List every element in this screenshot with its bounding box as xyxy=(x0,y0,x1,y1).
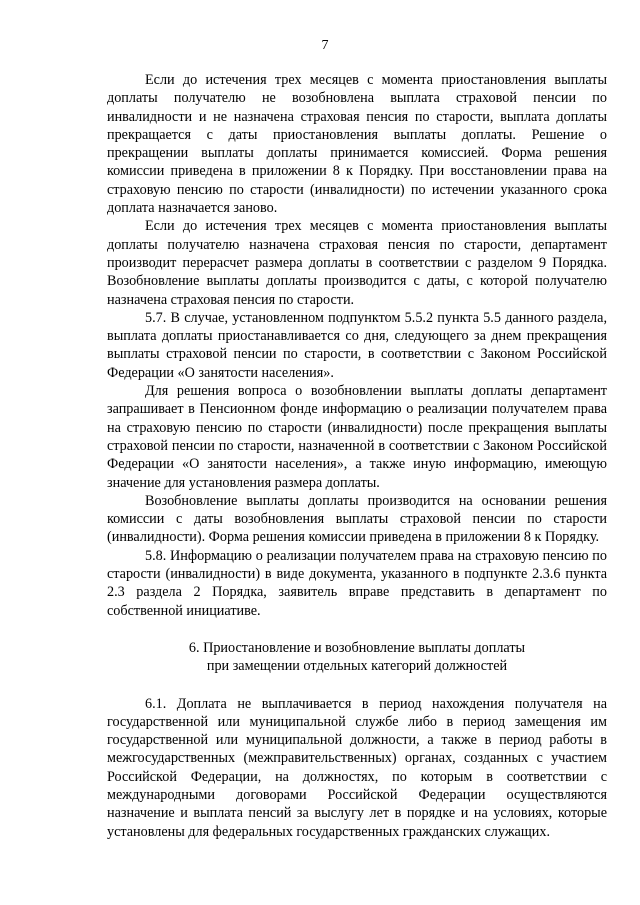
paragraph: Если до истечения трех месяцев с момента приостановления выплаты доплаты получателю не возобновлена выплата страховой пенсии по инвалидности и не назначена страховая пенсия по старости, выплата доплаты прекращается с даты приостановления выплаты доплаты. Решение о прекращении выплаты доплаты принимается комиссией. Форма решения комиссии приведена в приложении 8 к Порядку. При восстановлении права на страховую пенсию по старости (инвалидности) по истечении указанного срока доплата назначается заново. xyxy=(107,72,607,217)
section-heading xyxy=(107,639,607,676)
paragraph: Если до истечения трех месяцев с момента приостановления выплаты доплаты получателю назначена страховая пенсия по старости, департамент производит перерасчет размера доплаты в соответствии с разделом 9 Порядка. Возобновление выплаты доплаты производится с даты, с которой получателю назначена страховая пенсия по старости. xyxy=(107,218,607,308)
section-heading-line: 6. Приостановление и возобновление выплаты доплаты xyxy=(188,639,526,656)
page-number: 7 xyxy=(321,38,329,53)
document-body xyxy=(107,71,607,841)
section-heading-line: при замещении отдельных категорий должностей xyxy=(206,658,508,675)
paragraph: Возобновление выплаты доплаты производится на основании решения комиссии с даты возобновления выплаты страховой пенсии по старости (инвалидности). Форма решения комиссии приведена в приложении 8 к Порядку. xyxy=(107,492,607,546)
paragraph: 6.1. Доплата не выплачивается в период нахождения получателя на государственной или муниципальной службе либо в период замещения им государственной или муниципальной должности, а также в период работы в межгосударственных (межправительственных) органах, созданных с участием Российской Федерации, на должностях, по которым в соответствии с международными договорами Российской Федерации осуществляются назначение и выплата пенсий за выслугу лет в порядке и на условиях, которые установлены для федеральных государственных гражданских служащих. xyxy=(107,695,607,840)
paragraph: 5.8. Информацию о реализации получателем права на страховую пенсию по старости (инвалидности) в виде документа, указанного в подпункте 2.3.6 пункта 2.3 раздела 2 Порядка, заявитель вправе представить в департамент по собственной инициативе. xyxy=(107,547,607,619)
paragraph: 5.7. В случае, установленном подпунктом 5.5.2 пункта 5.5 данного раздела, выплата доплаты приостанавливается со дня, следующего за днем прекращения выплаты страховой пенсии по старости, в соответствии с Законом Российской Федерации «О занятости населения». xyxy=(107,309,607,381)
paragraph: Для решения вопроса о возобновлении выплаты доплаты департамент запрашивает в Пенсионном фонде информацию о реализации получателем права на страховую пенсию по старости (инвалидности) после прекращения выплаты страховой пенсии по старости, назначенной в соответствии с Законом Российской Федерации «О занятости населения», а также иную информацию, имеющую значение для установления размера доплаты. xyxy=(107,383,607,491)
